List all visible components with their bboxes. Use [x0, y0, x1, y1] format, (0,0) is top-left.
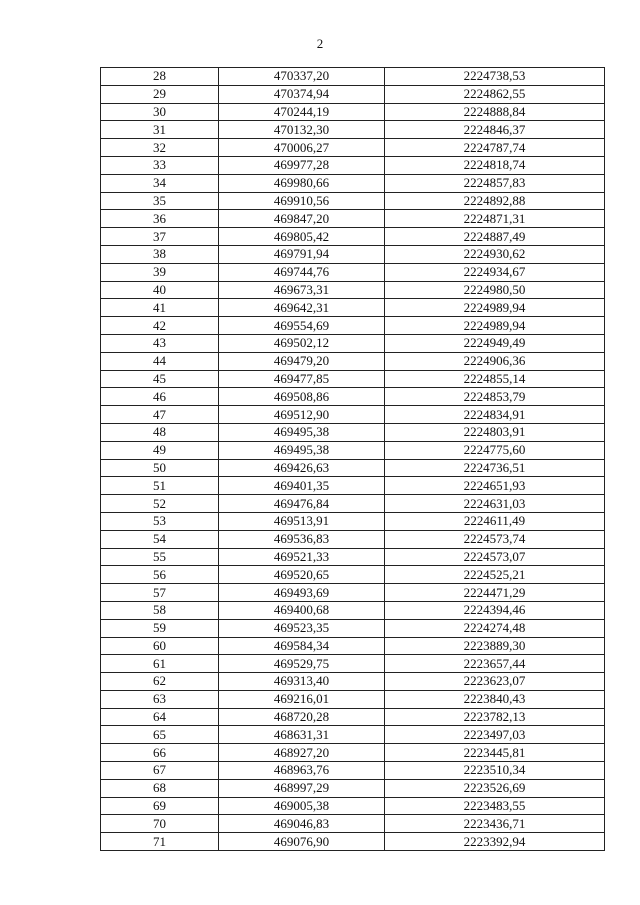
- table-row: [101, 708, 605, 726]
- point-number-cell: 57: [101, 584, 219, 602]
- point-number-cell: 34: [101, 174, 219, 192]
- point-number-cell: 65: [101, 726, 219, 744]
- x-coordinate-cell: 469642,31: [219, 299, 385, 317]
- point-number-cell: 30: [101, 103, 219, 121]
- x-coordinate-cell: 469584,34: [219, 637, 385, 655]
- x-coordinate-cell: 468997,29: [219, 779, 385, 797]
- table-row: [101, 530, 605, 548]
- table-row: [101, 317, 605, 335]
- y-coordinate-cell: 2224573,74: [385, 530, 605, 548]
- y-coordinate-cell: 2223436,71: [385, 815, 605, 833]
- x-coordinate-cell: 470337,20: [219, 68, 385, 86]
- point-number-cell: 51: [101, 477, 219, 495]
- x-coordinate-cell: 468631,31: [219, 726, 385, 744]
- table-row: [101, 352, 605, 370]
- y-coordinate-cell: 2224989,94: [385, 317, 605, 335]
- y-coordinate-cell: 2223392,94: [385, 833, 605, 851]
- point-number-cell: 60: [101, 637, 219, 655]
- y-coordinate-cell: 2224611,49: [385, 512, 605, 530]
- table-row: [101, 495, 605, 513]
- point-number-cell: 36: [101, 210, 219, 228]
- point-number-cell: 48: [101, 423, 219, 441]
- y-coordinate-cell: 2224834,91: [385, 406, 605, 424]
- table-row: [101, 815, 605, 833]
- point-number-cell: 35: [101, 192, 219, 210]
- y-coordinate-cell: 2224862,55: [385, 85, 605, 103]
- y-coordinate-cell: 2224934,67: [385, 263, 605, 281]
- y-coordinate-cell: 2224887,49: [385, 228, 605, 246]
- y-coordinate-cell: 2224471,29: [385, 584, 605, 602]
- point-number-cell: 45: [101, 370, 219, 388]
- x-coordinate-cell: 470244,19: [219, 103, 385, 121]
- table-row: [101, 833, 605, 851]
- y-coordinate-cell: 2224274,48: [385, 619, 605, 637]
- table-row: [101, 139, 605, 157]
- table-row: [101, 779, 605, 797]
- point-number-cell: 31: [101, 121, 219, 139]
- x-coordinate-cell: 469980,66: [219, 174, 385, 192]
- x-coordinate-cell: 469313,40: [219, 673, 385, 691]
- point-number-cell: 46: [101, 388, 219, 406]
- y-coordinate-cell: 2223657,44: [385, 655, 605, 673]
- y-coordinate-cell: 2223840,43: [385, 690, 605, 708]
- table-row: [101, 245, 605, 263]
- y-coordinate-cell: 2224651,93: [385, 477, 605, 495]
- x-coordinate-cell: 469521,33: [219, 548, 385, 566]
- x-coordinate-cell: 469216,01: [219, 690, 385, 708]
- table-row: [101, 281, 605, 299]
- point-number-cell: 54: [101, 530, 219, 548]
- point-number-cell: 61: [101, 655, 219, 673]
- x-coordinate-cell: 469426,63: [219, 459, 385, 477]
- point-number-cell: 59: [101, 619, 219, 637]
- y-coordinate-cell: 2223889,30: [385, 637, 605, 655]
- x-coordinate-cell: 469791,94: [219, 245, 385, 263]
- table-row: [101, 406, 605, 424]
- y-coordinate-cell: 2224906,36: [385, 352, 605, 370]
- table-row: [101, 68, 605, 86]
- table-row: [101, 566, 605, 584]
- x-coordinate-cell: 469476,84: [219, 495, 385, 513]
- x-coordinate-cell: 470374,94: [219, 85, 385, 103]
- point-number-cell: 28: [101, 68, 219, 86]
- x-coordinate-cell: 468720,28: [219, 708, 385, 726]
- point-number-cell: 62: [101, 673, 219, 691]
- y-coordinate-cell: 2224775,60: [385, 441, 605, 459]
- x-coordinate-cell: 469513,91: [219, 512, 385, 530]
- y-coordinate-cell: 2224888,84: [385, 103, 605, 121]
- table-row: [101, 762, 605, 780]
- y-coordinate-cell: 2224803,91: [385, 423, 605, 441]
- point-number-cell: 56: [101, 566, 219, 584]
- y-coordinate-cell: 2224853,79: [385, 388, 605, 406]
- table-row: [101, 459, 605, 477]
- x-coordinate-cell: 469495,38: [219, 423, 385, 441]
- x-coordinate-cell: 469401,35: [219, 477, 385, 495]
- x-coordinate-cell: 469005,38: [219, 797, 385, 815]
- table-row: [101, 156, 605, 174]
- y-coordinate-cell: 2224787,74: [385, 139, 605, 157]
- point-number-cell: 33: [101, 156, 219, 174]
- x-coordinate-cell: 468963,76: [219, 762, 385, 780]
- x-coordinate-cell: 469977,28: [219, 156, 385, 174]
- point-number-cell: 71: [101, 833, 219, 851]
- point-number-cell: 52: [101, 495, 219, 513]
- table-row: [101, 673, 605, 691]
- point-number-cell: 47: [101, 406, 219, 424]
- point-number-cell: 58: [101, 601, 219, 619]
- point-number-cell: 44: [101, 352, 219, 370]
- table-row: [101, 637, 605, 655]
- x-coordinate-cell: 469847,20: [219, 210, 385, 228]
- x-coordinate-cell: 469477,85: [219, 370, 385, 388]
- point-number-cell: 39: [101, 263, 219, 281]
- table-row: [101, 370, 605, 388]
- y-coordinate-cell: 2224846,37: [385, 121, 605, 139]
- point-number-cell: 40: [101, 281, 219, 299]
- y-coordinate-cell: 2224525,21: [385, 566, 605, 584]
- table-row: [101, 85, 605, 103]
- x-coordinate-cell: 469529,75: [219, 655, 385, 673]
- point-number-cell: 63: [101, 690, 219, 708]
- table-row: [101, 388, 605, 406]
- y-coordinate-cell: 2224818,74: [385, 156, 605, 174]
- x-coordinate-cell: 469046,83: [219, 815, 385, 833]
- x-coordinate-cell: 470132,30: [219, 121, 385, 139]
- y-coordinate-cell: 2224573,07: [385, 548, 605, 566]
- x-coordinate-cell: 470006,27: [219, 139, 385, 157]
- x-coordinate-cell: 469076,90: [219, 833, 385, 851]
- x-coordinate-cell: 469554,69: [219, 317, 385, 335]
- y-coordinate-cell: 2223483,55: [385, 797, 605, 815]
- x-coordinate-cell: 469512,90: [219, 406, 385, 424]
- table-row: [101, 690, 605, 708]
- y-coordinate-cell: 2223526,69: [385, 779, 605, 797]
- table-row: [101, 441, 605, 459]
- y-coordinate-cell: 2224736,51: [385, 459, 605, 477]
- point-number-cell: 50: [101, 459, 219, 477]
- point-number-cell: 37: [101, 228, 219, 246]
- table-row: [101, 263, 605, 281]
- x-coordinate-cell: 469520,65: [219, 566, 385, 584]
- table-row: [101, 584, 605, 602]
- x-coordinate-cell: 469479,20: [219, 352, 385, 370]
- table-row: [101, 601, 605, 619]
- y-coordinate-cell: 2223623,07: [385, 673, 605, 691]
- x-coordinate-cell: 469523,35: [219, 619, 385, 637]
- y-coordinate-cell: 2224394,46: [385, 601, 605, 619]
- x-coordinate-cell: 469502,12: [219, 334, 385, 352]
- table-row: [101, 210, 605, 228]
- table-row: [101, 655, 605, 673]
- y-coordinate-cell: 2224631,03: [385, 495, 605, 513]
- point-number-cell: 49: [101, 441, 219, 459]
- table-row: [101, 334, 605, 352]
- x-coordinate-cell: 468927,20: [219, 744, 385, 762]
- y-coordinate-cell: 2224892,88: [385, 192, 605, 210]
- table-row: [101, 228, 605, 246]
- table-row: [101, 103, 605, 121]
- point-number-cell: 68: [101, 779, 219, 797]
- table-row: [101, 423, 605, 441]
- table-row: [101, 512, 605, 530]
- point-number-cell: 70: [101, 815, 219, 833]
- table-row: [101, 174, 605, 192]
- x-coordinate-cell: 469673,31: [219, 281, 385, 299]
- y-coordinate-cell: 2224980,50: [385, 281, 605, 299]
- point-number-cell: 38: [101, 245, 219, 263]
- point-number-cell: 67: [101, 762, 219, 780]
- x-coordinate-cell: 469400,68: [219, 601, 385, 619]
- table-row: [101, 619, 605, 637]
- table-row: [101, 726, 605, 744]
- y-coordinate-cell: 2223497,03: [385, 726, 605, 744]
- y-coordinate-cell: 2224871,31: [385, 210, 605, 228]
- x-coordinate-cell: 469910,56: [219, 192, 385, 210]
- table-row: [101, 744, 605, 762]
- table-row: [101, 548, 605, 566]
- table-row: [101, 192, 605, 210]
- y-coordinate-cell: 2224930,62: [385, 245, 605, 263]
- x-coordinate-cell: 469536,83: [219, 530, 385, 548]
- point-number-cell: 53: [101, 512, 219, 530]
- y-coordinate-cell: 2224855,14: [385, 370, 605, 388]
- table-row: [101, 121, 605, 139]
- point-number-cell: 55: [101, 548, 219, 566]
- page-number: 2: [316, 36, 324, 51]
- table-row: [101, 477, 605, 495]
- coordinates-table-body: [101, 68, 605, 851]
- point-number-cell: 69: [101, 797, 219, 815]
- y-coordinate-cell: 2224989,94: [385, 299, 605, 317]
- table-row: [101, 797, 605, 815]
- y-coordinate-cell: 2224857,83: [385, 174, 605, 192]
- y-coordinate-cell: 2223445,81: [385, 744, 605, 762]
- point-number-cell: 42: [101, 317, 219, 335]
- coordinates-table: [100, 67, 605, 851]
- table-row: [101, 299, 605, 317]
- point-number-cell: 64: [101, 708, 219, 726]
- y-coordinate-cell: 2223510,34: [385, 762, 605, 780]
- x-coordinate-cell: 469508,86: [219, 388, 385, 406]
- y-coordinate-cell: 2224949,49: [385, 334, 605, 352]
- point-number-cell: 32: [101, 139, 219, 157]
- y-coordinate-cell: 2223782,13: [385, 708, 605, 726]
- x-coordinate-cell: 469495,38: [219, 441, 385, 459]
- x-coordinate-cell: 469493,69: [219, 584, 385, 602]
- x-coordinate-cell: 469744,76: [219, 263, 385, 281]
- point-number-cell: 43: [101, 334, 219, 352]
- point-number-cell: 41: [101, 299, 219, 317]
- point-number-cell: 29: [101, 85, 219, 103]
- y-coordinate-cell: 2224738,53: [385, 68, 605, 86]
- point-number-cell: 66: [101, 744, 219, 762]
- x-coordinate-cell: 469805,42: [219, 228, 385, 246]
